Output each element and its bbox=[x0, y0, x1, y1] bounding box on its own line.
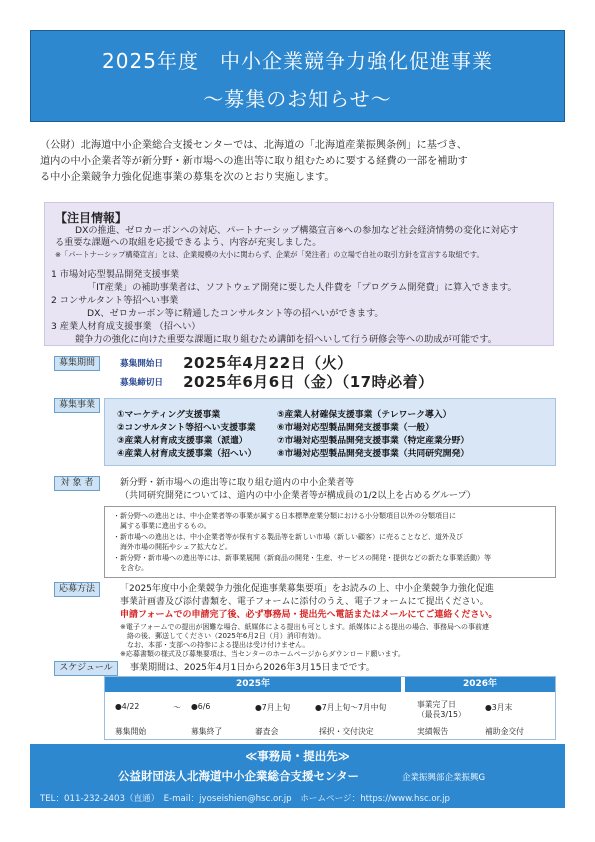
attention-item: 2 コンサルタント等招へい事業 bbox=[51, 295, 179, 306]
schedule-tilde: 〜 bbox=[173, 703, 181, 712]
apply-note: なお、本部・支部への持参による提出は受け付けません。 bbox=[120, 641, 310, 649]
target-text: （共同研究開発については、道内の中小企業者等が構成員の1/2以上を占めるグループ） bbox=[120, 491, 476, 501]
apply-warning: 申請フォームでの申請完了後、必ず事務局・提出先へ電話またはメールにてご連絡ください。 bbox=[120, 610, 498, 620]
schedule-date: ●7月上旬〜7月中旬 bbox=[315, 703, 387, 712]
attention-note: ※「パートナーシップ構築宣言」とは、企業規模の大小に関わらず、企業が「発注者」の立場で自社の取引方針を宣言する取組です。 bbox=[55, 250, 484, 259]
project-item: ②コンサルタント等招へい支援事業 bbox=[117, 423, 256, 433]
attention-item: 1 市場対応型製品開発支援事業 bbox=[51, 269, 180, 280]
attention-item-desc: 「IT産業」の補助事業者は、ソフトウェア開発に要した人件費を「プログラム開発費」に算入できます。 bbox=[87, 282, 517, 293]
schedule-event: 審査会 bbox=[255, 727, 279, 736]
attention-heading: 【注目情報】 bbox=[55, 211, 128, 225]
year-2025-header: 2025年 bbox=[105, 677, 401, 692]
target-notes-box bbox=[104, 506, 556, 578]
schedule-date: ●3月末 bbox=[485, 703, 513, 712]
target-text: 新分野・新市場への進出等に取り組む道内の中小企業者等 bbox=[120, 478, 355, 488]
contact-info: TEL：011-232-2403（直通） E-mail：jyoseishien@hsc.or.jp ホームページ：https://www.hsc.or.jp bbox=[40, 794, 450, 804]
schedule-date: 事業完了日 bbox=[417, 700, 456, 709]
schedule-label: スケジュール bbox=[54, 661, 118, 676]
projects-box bbox=[104, 398, 556, 466]
attention-item-desc: 競争力の強化に向けた重要な課題に取り組むため講師を招へいして行う研修会等への助成が可能です。 bbox=[75, 334, 497, 345]
schedule-date: ●4/22 bbox=[115, 702, 140, 711]
target-note: ・新市場への進出とは、中小企業者等が保有する製品等を新しい市場（新しい顧客）に売ることなど、道外及び bbox=[113, 533, 463, 541]
target-note: ・新分野への進出とは、中小企業者等の事業が属する日本標準産業分類における小分類項目以外の分類項目に bbox=[113, 512, 456, 520]
intro-line: る中小企業競争力強化促進事業の募集を次のとおり実施します。 bbox=[40, 172, 335, 183]
end-date-key: 募集締切日 bbox=[120, 377, 163, 388]
period-label: 募集期間 bbox=[54, 356, 100, 371]
projects-label: 募集事業 bbox=[54, 398, 100, 413]
target-label: 対 象 者 bbox=[54, 476, 100, 491]
project-item: ④産業人材育成支援事業（招へい） bbox=[117, 449, 257, 459]
year-2026-header: 2026年 bbox=[405, 677, 555, 692]
project-item: ③産業人材育成支援事業（派遣） bbox=[117, 436, 248, 446]
target-note: 属する事業に進出するもの。 bbox=[113, 522, 211, 530]
project-item: ⑥市場対応型製品開発支援事業（一般） bbox=[277, 423, 434, 433]
schedule-table bbox=[104, 676, 556, 740]
schedule-event: 補助金交付 bbox=[485, 727, 524, 736]
intro-paragraph bbox=[40, 138, 560, 186]
apply-text: 事業計画書及び添付書類を、電子フォームに添付のうえ、電子フォームにて提出ください。 bbox=[120, 597, 489, 607]
attention-text: る重要な課題への取組を応援できるよう、内容が充実しました。 bbox=[55, 237, 322, 248]
attention-item-desc: DX、ゼロカーボン等に精通したコンサルタント等の招へいができます。 bbox=[87, 308, 384, 319]
apply-note: 絡の後、郵送してください（2025年6月2日（月）消印有効）。 bbox=[120, 632, 326, 640]
schedule-event: 募集開始 bbox=[115, 727, 147, 736]
period-section bbox=[120, 352, 560, 392]
organization-name: 公益財団法人北海道中小企業総合支援センター bbox=[118, 769, 360, 783]
schedule-date: ●7月上旬 bbox=[255, 703, 291, 712]
project-item: ⑦市場対応型製品開発支援事業（特定産業分野） bbox=[277, 436, 470, 446]
schedule-event: 実績報告 bbox=[417, 727, 449, 736]
contact-heading: ≪事務局・提出先≫ bbox=[245, 749, 350, 763]
schedule-event: 募集終了 bbox=[191, 727, 223, 736]
apply-text: 「2025年度中小企業競争力強化促進事業募集要項」をお読みの上、中小企業競争力強化促進 bbox=[120, 584, 494, 594]
target-note: を含む。 bbox=[113, 564, 148, 572]
intro-line: （公財）北海道中小企業総合支援センターでは、北海道の「北海道産業振興条例」に基づき、 bbox=[40, 140, 468, 151]
department-name: 企業振興部企業振興G bbox=[402, 773, 486, 783]
apply-note: ※電子フォームでの提出が困難な場合、紙媒体による提出も可とします。紙媒体による提出の場合、事務局への事前連 bbox=[120, 623, 489, 631]
schedule-event: 採択・交付決定 bbox=[319, 727, 374, 736]
project-item: ①マーケティング支援事業 bbox=[117, 410, 221, 420]
attention-box bbox=[44, 202, 554, 346]
attention-item: 3 産業人材育成支援事業 （招へい） bbox=[51, 321, 201, 332]
apply-note: ※応募書類の様式及び募集要項は、当センターのホームページからダウンロード願います。 bbox=[120, 650, 405, 658]
attention-text: DXの推進、ゼロカーボンへの対応、パートナーシップ構築宣言※への参加など社会経済情勢の変化に対応す bbox=[75, 225, 519, 236]
target-note: ・新分野・新市場への進出等には、新事業展開（新商品の開発・生産、サービスの開発・提供などの新たな事業活動）等 bbox=[113, 554, 491, 562]
schedule-date: ●6/6 bbox=[191, 702, 211, 711]
apply-label: 応募方法 bbox=[54, 582, 100, 597]
project-item: ⑤産業人材確保支援事業（テレワーク導入） bbox=[277, 410, 452, 420]
start-date-value: 2025年4月22日（火） bbox=[183, 354, 353, 372]
intro-line: 道内の中小企業者等が新分野・新市場への進出等に取り組むために要する経費の一部を補助す bbox=[40, 156, 468, 167]
project-item: ⑧市場対応型製品開発支援事業（共同研究開発） bbox=[277, 449, 470, 459]
schedule-text: 事業期間は、2025年4月1日から2026年3月15日までです。 bbox=[130, 663, 375, 673]
page-title: 2025年度 中小企業競争力強化促進事業 bbox=[102, 49, 493, 73]
schedule-date: （最長3/15） bbox=[417, 710, 466, 719]
end-date-value: 2025年6月6日（金）（17時必着） bbox=[183, 373, 434, 391]
start-date-key: 募集開始日 bbox=[120, 358, 163, 369]
target-note: 海外市場の開拓やシェア拡大など。 bbox=[113, 543, 232, 551]
contact-footer bbox=[30, 744, 565, 808]
title-banner bbox=[30, 30, 565, 122]
page-subtitle: 〜募集のお知らせ〜 bbox=[203, 87, 392, 111]
